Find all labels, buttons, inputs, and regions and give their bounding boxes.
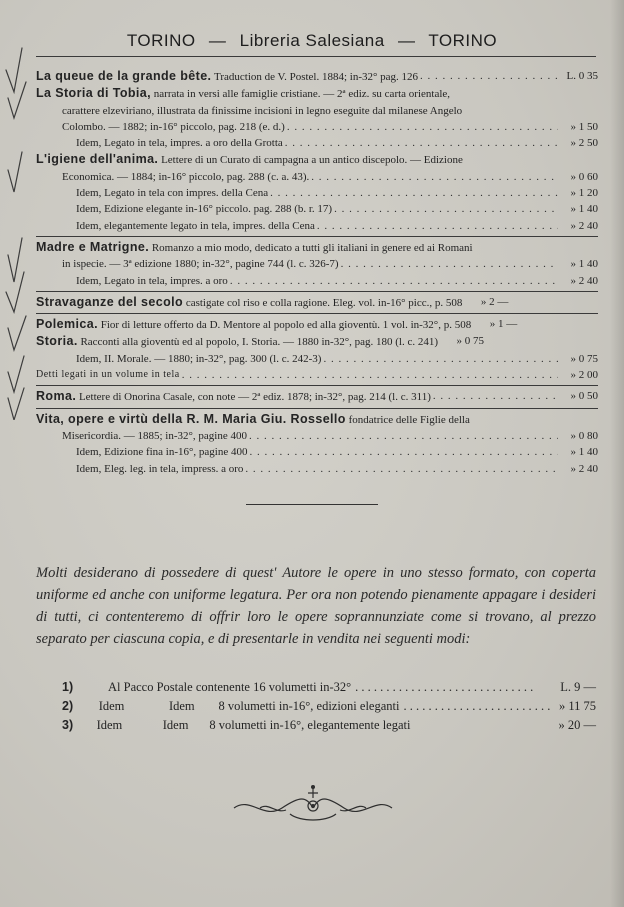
check-mark <box>6 48 22 92</box>
entry-divider <box>36 236 598 237</box>
header-city-right: TORINO <box>428 31 498 50</box>
entry-title: Storia. <box>36 334 78 349</box>
entry-divider <box>36 408 598 409</box>
check-mark <box>8 388 24 420</box>
entry-line: Idem, Legato in tela con impres. della Cena <box>76 187 269 200</box>
entry-detti-legati <box>36 367 598 383</box>
offer-idem: Idem <box>162 718 189 732</box>
entry-line: Lettere di un Curato di campagna a un antico discepolo. — Edizione <box>161 154 463 167</box>
entry-igiene-dell-anima <box>36 151 598 233</box>
offer-idem: Idem <box>96 718 123 732</box>
entry-line: carattere elzeviriano, illustrata da finissime incisioni in legno eseguite dal milanese Angelo <box>62 104 463 117</box>
notice-paragraph: Molti desiderano di possedere di quest' Autore le opere in uno stesso formato, con coperta uniforme ed anche con uniforme legatura. Per ora non potendo pienamente appagare i desideri di tutti, ci contenteremo di offrir loro le opere soprannunziate come si trovano, al prezzo separato per ciascuna copia, e di presentarle in vendita nei seguenti modi: <box>36 565 596 647</box>
offer-number: 3) <box>62 718 74 732</box>
entry-title: L'igiene dell'anima. <box>36 152 159 167</box>
entry-title: La Storia di Tobia, <box>36 86 152 101</box>
entry-price: » 2 40 <box>570 462 598 475</box>
entry-price: » 0 80 <box>570 429 598 442</box>
header-dash-right: — <box>397 31 416 50</box>
entry-storia-di-tobia <box>36 85 598 151</box>
page-edge-shadow <box>610 0 624 907</box>
entry-line: Traduction de V. Postel. 1884; in-32° pag. 126 <box>214 71 419 83</box>
entry-line: Idem, Eleg. leg. in tela, impress. a oro <box>76 462 244 475</box>
entry-stravaganze <box>36 294 598 311</box>
entry-price: » 1 50 <box>570 120 598 133</box>
offer-price: » 11 75 <box>558 699 596 713</box>
pencil-check-marks <box>0 0 40 420</box>
entry-title: Vita, opere e virtù della R. M. Maria Giu. Rossello <box>36 411 346 426</box>
offer-price: » 20 — <box>558 718 596 732</box>
entry-line: Colombo. — 1882; in-16° piccolo, pag. 218 (e. d.) <box>62 120 285 133</box>
entry-line: Racconti alla gioventù ed al popolo, I. Storia. — 1880 in-32°, pag. 180 (l. c. 241) <box>80 336 439 349</box>
entry-line: Detti legati in un volume in tela <box>36 369 180 381</box>
check-mark <box>8 356 24 392</box>
entry-price: » 2 — <box>480 295 509 308</box>
entry-title: Roma. <box>36 389 77 404</box>
entry-price: » 0 50 <box>570 390 598 403</box>
entry-divider <box>36 313 598 314</box>
entry-title: Polemica. <box>36 317 98 332</box>
entry-price: » 2 40 <box>570 219 598 232</box>
entry-polemica <box>36 316 598 333</box>
entry-line: in ispecie. — 3ª edizione 1880; in-32°, pagine 744 (l. c. 326-7) <box>62 258 339 271</box>
catalog-list <box>36 68 598 477</box>
entry-line: Idem, II. Morale. — 1880; in-32°, pag. 300 (l. c. 242-3) <box>76 352 322 365</box>
offer-description: Al Pacco Postale contenente 16 volumetti in-32° <box>108 680 352 694</box>
entry-line: Idem, Edizione fina in-16°, pagine 400 <box>76 446 248 459</box>
entry-line: Idem, elegantemente legato in tela, impres. della Cena <box>76 219 315 232</box>
entry-price: » 1 — <box>489 318 518 331</box>
entry-line: Idem, Edizione elegante in-16° piccolo. pag. 288 (b. r. 17) <box>76 203 333 216</box>
entry-line: Misericordia. — 1885; in-32°, pagine 400 <box>62 429 247 442</box>
offer-description: 8 volumetti in-16°, edizioni eleganti <box>218 699 400 713</box>
header-rule <box>36 56 596 57</box>
entry-line: Idem, Legato in tela, impres. a oro della Grotta <box>76 137 283 150</box>
ornament-flourish-icon <box>230 782 396 826</box>
offers-list <box>62 678 596 735</box>
entry-storia <box>36 333 598 367</box>
entry-price: » 1 20 <box>570 187 598 200</box>
offer-number: 1) <box>62 680 74 694</box>
entry-price: » 0 75 <box>570 352 598 365</box>
entry-madre-e-matrigne <box>36 239 598 289</box>
offer-number: 2) <box>62 699 74 713</box>
entry-divider <box>36 385 598 386</box>
header-publisher: Libreria Salesiana <box>239 31 385 50</box>
entry-price: » 2 50 <box>570 137 598 150</box>
check-mark <box>8 152 22 192</box>
entry-line: Lettere di Onorina Casale, con note — 2ª ediz. 1878; in-32°, pag. 214 (l. c. 311) <box>78 391 431 404</box>
check-mark <box>8 238 22 282</box>
entry-price: » 1 40 <box>570 203 598 216</box>
page-header <box>0 31 624 51</box>
offer-idem: Idem <box>98 699 125 713</box>
entry-price: » 0 60 <box>570 170 598 183</box>
entry-line: Fior di letture offerto da D. Mentore al popolo ed alla gioventù. 1 vol. in-32°, p. 508 <box>100 319 472 332</box>
entry-la-queue <box>36 68 598 85</box>
offer-description: 8 volumetti in-16°, elegantemente legati <box>209 718 411 732</box>
entry-price: » 1 40 <box>570 446 598 459</box>
entry-price: » 2 40 <box>570 274 598 287</box>
entry-title: Stravaganze del secolo <box>36 294 184 309</box>
check-mark <box>8 82 26 118</box>
entry-roma <box>36 388 598 405</box>
entry-title: Madre e Matrigne. <box>36 239 150 254</box>
offer-row <box>62 697 596 716</box>
entry-vita-rossello <box>36 411 598 477</box>
offer-row <box>62 716 596 735</box>
entry-price: L. 0 35 <box>566 70 598 82</box>
entry-divider <box>36 291 598 292</box>
header-city-left: TORINO <box>126 31 196 50</box>
check-mark <box>8 316 26 350</box>
entry-line: Economica. — 1884; in-16° piccolo, pag. 288 (c. a. 43). <box>62 170 310 183</box>
section-separator <box>246 504 378 505</box>
entry-line: Romanzo a mio modo, dedicato a tutti gli italiani in genere ed ai Romani <box>151 241 473 254</box>
entry-line: castigate col riso e colla ragione. Eleg. vol. in-16° picc., p. 508 <box>185 296 463 309</box>
entry-line: Idem, Legato in tela, impres. a oro <box>76 274 228 287</box>
offer-row <box>62 678 596 697</box>
entry-price: » 0 75 <box>456 335 485 348</box>
entry-line: fondatrice delle Figlie della <box>348 413 470 426</box>
entry-title: La queue de la grande bête. <box>36 69 212 83</box>
header-dash-left: — <box>208 31 227 50</box>
entry-price: » 1 40 <box>570 258 598 271</box>
offer-price: L. 9 — <box>560 680 596 694</box>
offer-idem: Idem <box>168 699 195 713</box>
entry-line: narrata in versi alle famiglie cristiane. — 2ª ediz. su carta orientale, <box>153 88 451 101</box>
entry-price: » 2 00 <box>570 369 598 382</box>
